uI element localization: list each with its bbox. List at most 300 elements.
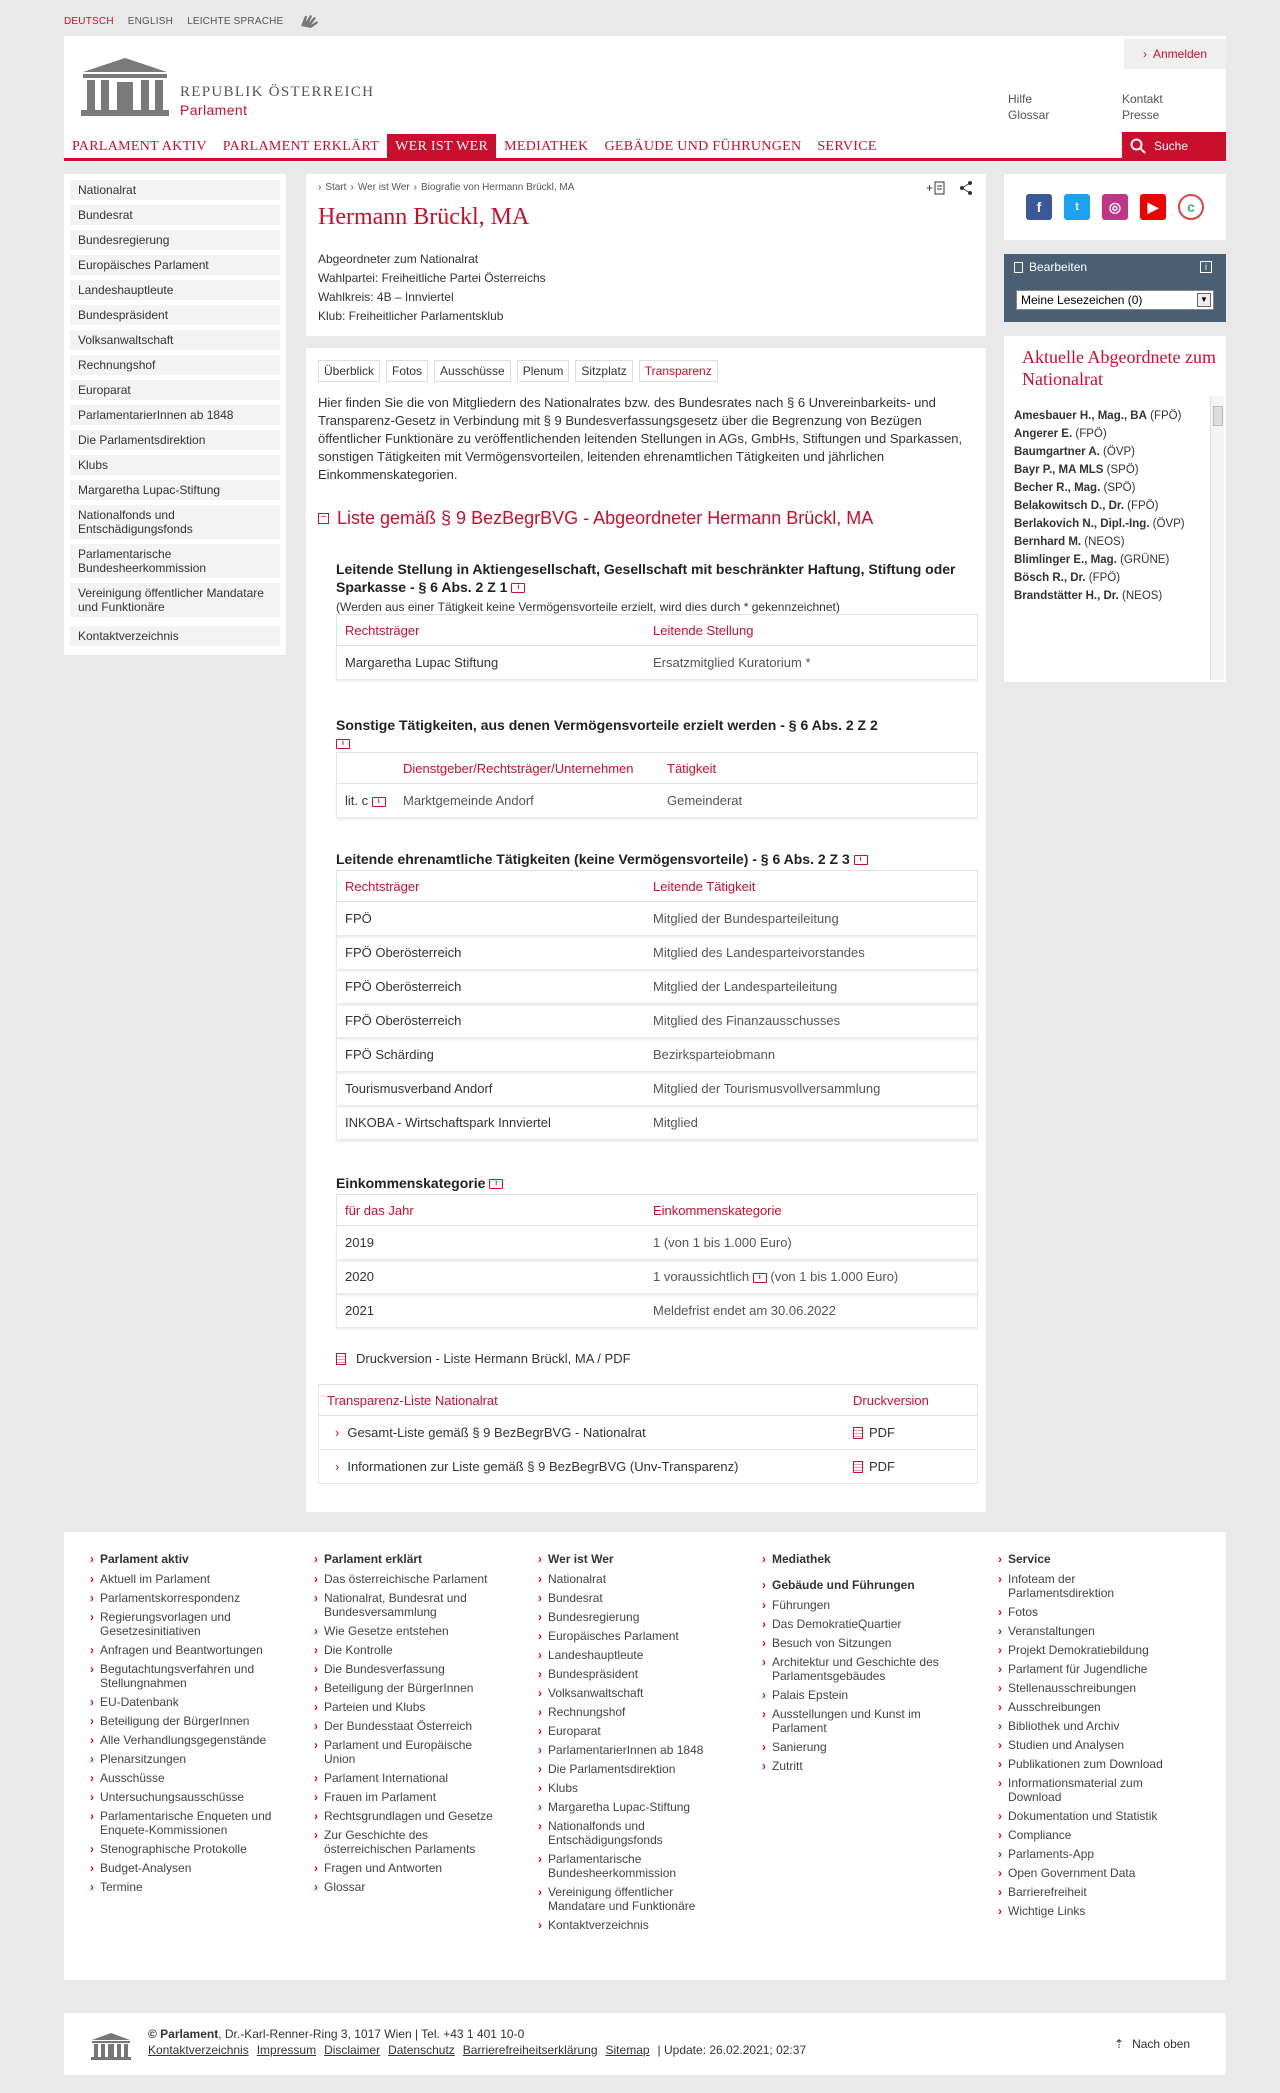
svg-text:+: +: [926, 181, 934, 195]
flickr-icon[interactable]: c: [1178, 194, 1204, 220]
language-bar: [64, 10, 323, 32]
footer-col-parlament-erklaert: [314, 1552, 494, 1899]
footer-link[interactable]: › Parteien und Klubs: [314, 1700, 494, 1714]
info-icon[interactable]: i: [1200, 261, 1212, 273]
footer-link[interactable]: › Nationalrat, Bundesrat und Bundesversammlung: [314, 1591, 494, 1619]
address-text: , Dr.-Karl-Renner-Ring 3, 1017 Wien | Tel. +43 1 401 10-0: [218, 2027, 525, 2041]
table-cell: 2020: [345, 1269, 374, 1284]
info-icon[interactable]: i: [336, 739, 350, 749]
table-header: [318, 1384, 978, 1416]
member-party: (ÖVP): [1152, 518, 1185, 530]
press-link[interactable]: Presse: [1122, 108, 1160, 122]
footer-link[interactable]: › Stellenausschreibungen: [998, 1681, 1178, 1695]
help-link[interactable]: Hilfe: [1008, 92, 1033, 106]
info-icon[interactable]: i: [489, 1179, 503, 1189]
footer-link[interactable]: › Bundesregierung: [538, 1610, 718, 1624]
nav-parlament-erklaert[interactable]: PARLAMENT ERKLÄRT: [222, 139, 380, 154]
table-row: [336, 1294, 978, 1328]
section-4-table: [336, 1194, 978, 1328]
footer-link[interactable]: › Zutritt: [762, 1759, 942, 1773]
footer-link[interactable]: › Europarat: [538, 1724, 718, 1738]
member-party: (FPÖ): [1127, 500, 1159, 512]
nav-gebaeude[interactable]: GEBÄUDE UND FÜHRUNGEN: [604, 139, 802, 154]
bio-tools: [926, 180, 974, 196]
footer-link[interactable]: › Die Bundesverfassung: [314, 1662, 494, 1676]
footer-link[interactable]: › Europäisches Parlament: [538, 1629, 718, 1643]
members-scrollbar[interactable]: [1210, 396, 1224, 680]
member-name: Bernhard M.: [1014, 536, 1082, 548]
parliament-logo-icon[interactable]: [90, 2031, 132, 2061]
pdf-label: PDF: [869, 1425, 895, 1440]
section-2-table: [336, 752, 978, 818]
footer-link[interactable]: › Infoteam der Parlamentsdirektion: [998, 1572, 1178, 1600]
footer-link[interactable]: › Architektur und Geschichte des Parlamentsgebäudes: [762, 1655, 942, 1683]
social-links: [1004, 174, 1226, 240]
footer-link[interactable]: › Plenarsitzungen: [90, 1752, 290, 1766]
member-party: (ÖVP): [1103, 446, 1135, 458]
member-party: (FPÖ): [1088, 572, 1121, 584]
login-button[interactable]: [1124, 39, 1226, 69]
section-2-title: [336, 716, 976, 752]
sidebar-item-bundesrat[interactable]: Bundesrat: [70, 205, 280, 226]
table-cell: Gemeinderat: [667, 793, 743, 808]
footer-heading[interactable]: › Parlament aktiv: [90, 1552, 290, 1566]
bio-tabs: [318, 360, 718, 382]
search-button[interactable]: [1122, 132, 1226, 160]
footer-link[interactable]: › Begutachtungsverfahren und Stellungnahmen: [90, 1662, 290, 1690]
footer-link[interactable]: › Kontaktverzeichnis: [538, 1918, 718, 1932]
section-1-table: [336, 614, 978, 680]
footer-link[interactable]: › Das österreichische Parlament: [314, 1572, 494, 1586]
footer-link[interactable]: › Alle Verhandlungsgegenstände: [90, 1733, 290, 1747]
list-item[interactable]: [1014, 428, 1210, 441]
edit-label: Bearbeiten: [1029, 260, 1088, 274]
footer-link[interactable]: › Aktuell im Parlament: [90, 1572, 290, 1586]
sidebar-item-rechnungshof[interactable]: Rechnungshof: [70, 355, 280, 376]
col-header: Transparenz-Liste Nationalrat: [327, 1392, 498, 1408]
edit-box: [1004, 254, 1226, 322]
member-name: Brandstätter H., Dr.: [1014, 590, 1119, 602]
member-name: Bösch R., Dr.: [1014, 572, 1086, 584]
table-row: [318, 1450, 978, 1484]
sidebar-item-landeshauptleute[interactable]: Landeshauptleute: [70, 280, 280, 301]
main-nav: [64, 134, 885, 158]
footer-link[interactable]: › Klubs: [538, 1781, 718, 1795]
table-cell: Mitglied der Bundesparteileitung: [653, 911, 839, 926]
footer-link-kontaktverzeichnis[interactable]: Kontaktverzeichnis: [148, 2043, 249, 2057]
tab-transparenz[interactable]: Transparenz: [639, 360, 718, 382]
footer-link[interactable]: › Sanierung: [762, 1740, 942, 1754]
pdf-label: PDF: [869, 1459, 895, 1474]
col-header: Rechtsträger: [345, 878, 420, 894]
breadcrumb-start[interactable]: Start: [325, 182, 347, 193]
table-row: [336, 902, 978, 936]
table-cell: FPÖ Schärding: [345, 1047, 434, 1062]
sidebar-item-nationalfonds[interactable]: Nationalfonds und Entschädigungsfonds: [70, 505, 280, 540]
info-icon[interactable]: i: [854, 855, 868, 865]
sidebar-item-volksanwaltschaft[interactable]: Volksanwaltschaft: [70, 330, 280, 351]
bio-district: Wahlkreis: 4B – Innviertel: [318, 290, 454, 304]
member-name: Baumgartner A.: [1014, 446, 1100, 458]
table-cell: FPÖ Oberösterreich: [345, 979, 462, 994]
footer-link[interactable]: › Untersuchungsausschüsse: [90, 1790, 290, 1804]
table-row: [336, 784, 978, 818]
footer-link[interactable]: › Fragen und Antworten: [314, 1861, 494, 1875]
footer-link[interactable]: › Studien und Analysen: [998, 1738, 1178, 1752]
twitter-icon[interactable]: t: [1064, 194, 1090, 220]
footer-link[interactable]: › Open Government Data: [998, 1866, 1178, 1880]
member-name: Amesbauer H., Mag., BA: [1014, 410, 1147, 422]
footer-link[interactable]: › Informationsmaterial zum Download: [998, 1776, 1178, 1804]
footer-link-sitemap[interactable]: Sitemap: [605, 2043, 650, 2057]
footer-link[interactable]: › Nationalrat: [538, 1572, 718, 1586]
table-cell: Marktgemeinde Andorf: [403, 793, 534, 808]
breadcrumb: › Start › Wer ist Wer › Biografie von Hermann Brückl, MA: [318, 182, 575, 193]
lang-easy-link[interactable]: LEICHTE SPRACHE: [187, 15, 284, 27]
footer-link[interactable]: › Bundesrat: [538, 1591, 718, 1605]
nav-mediathek[interactable]: MEDIATHEK: [504, 139, 589, 154]
tab-plenum[interactable]: Plenum: [517, 360, 570, 382]
footer-link-impressum[interactable]: Impressum: [256, 2043, 317, 2057]
table-cell: 2019: [345, 1235, 374, 1250]
section-1-note: (Werden aus einer Tätigkeit keine Vermögensvorteile erzielt, wird dies durch * gekennzeichnet): [336, 600, 840, 614]
col-header: Druckversion: [853, 1392, 929, 1408]
parliament-logo-icon[interactable]: [79, 54, 171, 118]
breadcrumb-wer-ist-wer[interactable]: Wer ist Wer: [357, 182, 410, 193]
list-item[interactable]: [1014, 446, 1210, 459]
table-cell: [653, 1269, 977, 1284]
footer-link[interactable]: › Landeshauptleute: [538, 1648, 718, 1662]
member-name: Blimlinger E., Mag.: [1014, 554, 1117, 566]
footer-col-wer-ist-wer: [538, 1552, 718, 1937]
sidebar-item-lupac-stiftung[interactable]: Margaretha Lupac-Stiftung: [70, 480, 280, 501]
sidebar-item-bundesheerkommission[interactable]: Parlamentarische Bundesheerkommission: [70, 544, 280, 579]
table-cell: Mitglied des Finanzausschusses: [653, 1013, 841, 1028]
footer-link[interactable]: › Fotos: [998, 1605, 1178, 1619]
member-name: Belakowitsch D., Dr.: [1014, 500, 1124, 512]
footer-link[interactable]: › Parlament International: [314, 1771, 494, 1785]
table-header: [336, 1194, 978, 1226]
list-item[interactable]: [1014, 590, 1210, 603]
members-title: Aktuelle Abgeordnete zum Nationalrat: [1022, 347, 1216, 389]
edit-title[interactable]: [1014, 260, 1087, 274]
footer-link[interactable]: › Wichtige Links: [998, 1904, 1178, 1918]
footer-link[interactable]: › Ausschüsse: [90, 1771, 290, 1785]
gesamt-liste-link[interactable]: › Gesamt-Liste gemäß § 9 BezBegrBVG - Nationalrat: [335, 1425, 646, 1440]
footer-link[interactable]: › Frauen im Parlament: [314, 1790, 494, 1804]
col-header: für das Jahr: [345, 1202, 414, 1218]
bookmark-icon: [1014, 262, 1023, 273]
footer-link[interactable]: › Publikationen zum Download: [998, 1757, 1178, 1771]
pdf-icon: [336, 1353, 346, 1365]
footer-col-mediathek: [762, 1552, 942, 1778]
range-label: (von 1 bis 1.000 Euro): [770, 1269, 899, 1284]
footer-link[interactable]: › Anfragen und Beantwortungen: [90, 1643, 290, 1657]
chevron-down-icon: ▼: [1197, 293, 1211, 307]
footer-link[interactable]: › Glossar: [314, 1880, 494, 1894]
member-party: (GRÜNE): [1120, 554, 1170, 566]
table-cell: FPÖ Oberösterreich: [345, 945, 462, 960]
contact-link[interactable]: Kontakt: [1122, 92, 1163, 106]
footer-link[interactable]: › Palais Epstein: [762, 1688, 942, 1702]
scrollbar-thumb[interactable]: [1213, 406, 1223, 426]
footer-link-datenschutz[interactable]: Datenschutz: [388, 2043, 455, 2057]
footer-link[interactable]: › Ausstellungen und Kunst im Parlament: [762, 1707, 942, 1735]
footer-link[interactable]: › Nationalfonds und Entschädigungsfonds: [538, 1819, 718, 1847]
section-3-title-text: Leitende ehrenamtliche Tätigkeiten (keine Vermögensvorteile) - § 6 Abs. 2 Z 3: [336, 851, 850, 867]
footer-heading[interactable]: › Service: [998, 1552, 1178, 1566]
list-item[interactable]: [1014, 500, 1210, 513]
login-label: Anmelden: [1152, 47, 1208, 61]
site-footer: [64, 1532, 1226, 1980]
footer-link[interactable]: › Bibliothek und Archiv: [998, 1719, 1178, 1733]
footer-link[interactable]: › Parlamentarische Bundesheerkommission: [538, 1852, 718, 1880]
list-item[interactable]: [1014, 572, 1210, 585]
lang-de-link[interactable]: DEUTSCH: [64, 15, 114, 27]
list-title: Liste gemäß § 9 BezBegrBVG - Abgeordneter Hermann Brückl, MA: [337, 508, 874, 528]
table-row: [336, 970, 978, 1004]
sidebar-item-klubs[interactable]: Klubs: [70, 455, 280, 476]
bio-card: [306, 174, 986, 336]
list-item[interactable]: [1014, 536, 1210, 549]
footer-link[interactable]: › Führungen: [762, 1598, 942, 1612]
footer-link[interactable]: › Parlament für Jugendliche: [998, 1662, 1178, 1676]
facebook-icon[interactable]: f: [1026, 194, 1052, 220]
bottom-bar: [64, 2013, 1226, 2075]
list-item[interactable]: [1014, 482, 1210, 495]
info-liste-link[interactable]: › Informationen zur Liste gemäß § 9 BezBegrBVG (Unv-Transparenz): [335, 1459, 739, 1474]
chevron-right-icon: ›: [1142, 47, 1147, 61]
table-header: [336, 614, 978, 646]
list-item[interactable]: [1014, 554, 1210, 567]
table-header: [336, 870, 978, 902]
footer-legal-links: [148, 2043, 806, 2057]
table-cell: FPÖ: [345, 911, 372, 926]
table-cell: Mitglied des Landesparteivorstandes: [653, 945, 865, 960]
nav-service[interactable]: SERVICE: [817, 139, 877, 154]
footer-heading[interactable]: › Wer ist Wer: [538, 1552, 718, 1566]
transparency-content: [306, 348, 986, 1512]
members-list: [1014, 410, 1210, 608]
list-item[interactable]: [1014, 518, 1210, 531]
table-cell: Mitglied: [653, 1115, 698, 1130]
bookmarks-select[interactable]: [1016, 290, 1214, 310]
sidebar-item-vereinigung[interactable]: Vereinigung öffentlicher Mandatare und Funktionäre: [70, 583, 280, 618]
member-name: Berlakovich N., Dipl.-Ing.: [1014, 518, 1150, 530]
member-party: (FPÖ): [1075, 428, 1107, 440]
table-cell: INKOBA - Wirtschaftspark Innviertel: [345, 1115, 551, 1130]
sidebar: [64, 174, 286, 655]
pdf-icon: [853, 1461, 863, 1473]
footer-link[interactable]: › Stenographische Protokolle: [90, 1842, 290, 1856]
share-icon[interactable]: [958, 180, 974, 196]
footer-link[interactable]: › Wie Gesetze entstehen: [314, 1624, 494, 1638]
arrow-up-icon: ⇡: [1114, 2037, 1125, 2051]
transparency-list-table: [318, 1384, 978, 1484]
footer-link[interactable]: › Projekt Demokratiebildung: [998, 1643, 1178, 1657]
sidebar-item-europaeisches-parlament[interactable]: Europäisches Parlament: [70, 255, 280, 276]
page-title: Hermann Brückl, MA: [318, 204, 530, 230]
footer-link[interactable]: › Die Kontrolle: [314, 1643, 494, 1657]
back-to-top-link[interactable]: [1114, 2037, 1190, 2051]
sidebar-item-kontaktverzeichnis[interactable]: Kontaktverzeichnis: [70, 626, 280, 647]
list-item[interactable]: [1014, 410, 1210, 423]
intro-text: Hier finden Sie die von Mitgliedern des Nationalrates bzw. des Bundesrates nach § 6 Unvereinbarkeits- und Transparenz-Gesetz in Verbindung mit § 9 Bundesverfassungsgesetz über die Begrenzung von Bezügen öffentlicher Funktionäre zu veröffentlichenden leitenden Stellungen in AGs, GmbHs, Stiftungen und Sparkassen, sonstigen Tätigkeiten mit Vermögensvorteilen, leitenden ehrenamtlichen Tätigkeiten und jährlichen Einkommenskategorien.: [318, 395, 963, 482]
footer-heading[interactable]: › Mediathek: [762, 1552, 942, 1566]
list-heading[interactable]: [318, 508, 873, 529]
member-party: (FPÖ): [1150, 410, 1182, 422]
table-header: [336, 752, 978, 784]
sidebar-item-europarat[interactable]: Europarat: [70, 380, 280, 401]
bio-role: Abgeordneter zum Nationalrat: [318, 252, 479, 266]
section-3-table: [336, 870, 978, 1140]
footer-link[interactable]: › Beteiligung der BürgerInnen: [314, 1681, 494, 1695]
footer-link[interactable]: › Parlaments-App: [998, 1847, 1178, 1861]
sign-language-icon[interactable]: [297, 12, 323, 30]
site-header: [64, 36, 1226, 162]
footer-link[interactable]: › Besuch von Sitzungen: [762, 1636, 942, 1650]
sidebar-item-parlamentarierinnen[interactable]: ParlamentarierInnen ab 1848: [70, 405, 280, 426]
update-text: | Update: 26.02.2021; 02:37: [657, 2043, 807, 2057]
glossary-link[interactable]: Glossar: [1008, 108, 1050, 122]
org-name: © Parlament: [148, 2027, 219, 2041]
footer-link[interactable]: › Die Parlamentsdirektion: [538, 1762, 718, 1776]
col-header: Einkommenskategorie: [653, 1202, 782, 1218]
footer-link-disclaimer[interactable]: Disclaimer: [324, 2043, 381, 2057]
tab-ueberblick[interactable]: Überblick: [318, 360, 380, 382]
table-row: [336, 1072, 978, 1106]
member-name: Angerer E.: [1014, 428, 1073, 440]
table-cell: Margaretha Lupac Stiftung: [345, 655, 499, 670]
table-cell: 1 (von 1 bis 1.000 Euro): [653, 1235, 792, 1250]
footer-link[interactable]: › Volksanwaltschaft: [538, 1686, 718, 1700]
logo-subtitle: Parlament: [180, 102, 248, 118]
footer-link[interactable]: › Compliance: [998, 1828, 1178, 1842]
footer-address: [148, 2027, 524, 2041]
pdf-link[interactable]: [853, 1459, 895, 1474]
footer-link[interactable]: › ParlamentarierInnen ab 1848: [538, 1743, 718, 1757]
add-bookmark-icon[interactable]: [926, 180, 946, 196]
footer-link[interactable]: › Rechtsgrundlagen und Gesetze: [314, 1809, 494, 1823]
breadcrumb-current: Biografie von Hermann Brückl, MA: [421, 182, 575, 193]
nav-divider: [64, 158, 1226, 161]
list-item[interactable]: [1014, 464, 1210, 477]
section-2-title-text: Sonstige Tätigkeiten, aus denen Vermögensvorteile erzielt werden - § 6 Abs. 2 Z 2: [336, 717, 878, 733]
footer-link[interactable]: › Dokumentation und Statistik: [998, 1809, 1178, 1823]
table-row: [336, 646, 978, 680]
section-1-title: [336, 560, 976, 596]
print-version-link[interactable]: [336, 1351, 631, 1366]
col-header: Leitende Tätigkeit: [653, 878, 756, 894]
footer-link[interactable]: › Vereinigung öffentlicher Mandatare und Funktionäre: [538, 1885, 718, 1913]
member-name: Becher R., Mag.: [1014, 482, 1101, 494]
footer-link[interactable]: › Der Bundesstaat Österreich: [314, 1719, 494, 1733]
col-header: Dienstgeber/Rechtsträger/Unternehmen: [403, 760, 634, 776]
bio-party: Wahlpartei: Freiheitliche Partei Österreichs: [318, 271, 546, 285]
bio-club: Klub: Freiheitlicher Parlamentsklub: [318, 309, 504, 323]
footer-link[interactable]: › Rechnungshof: [538, 1705, 718, 1719]
lit-label: lit. c: [345, 793, 369, 808]
print-version-label: Druckversion - Liste Hermann Brückl, MA / PDF: [356, 1351, 631, 1366]
sidebar-item-bundesregierung[interactable]: Bundesregierung: [70, 230, 280, 251]
footer-heading[interactable]: › Parlament erklärt: [314, 1552, 494, 1566]
pdf-link[interactable]: [853, 1425, 895, 1440]
table-cell: 2021: [345, 1303, 374, 1318]
logo-title: REPUBLIK ÖSTERREICH: [180, 84, 375, 100]
table-row: [336, 1004, 978, 1038]
member-party: (SPÖ): [1103, 482, 1136, 494]
sidebar-item-nationalrat[interactable]: Nationalrat: [70, 180, 280, 201]
link-label: Informationen zur Liste gemäß § 9 BezBegrBVG (Unv-Transparenz): [347, 1459, 739, 1474]
footer-link[interactable]: › Termine: [90, 1880, 290, 1894]
footer-link[interactable]: › Barrierefreiheit: [998, 1885, 1178, 1899]
footer-link[interactable]: › Beteiligung der BürgerInnen: [90, 1714, 290, 1728]
instagram-icon[interactable]: ◎: [1102, 194, 1128, 220]
back-to-top-label: Nach oben: [1132, 2037, 1191, 2051]
section-4-title-text: Einkommenskategorie: [336, 1175, 486, 1191]
table-row: [336, 936, 978, 970]
table-cell: FPÖ Oberösterreich: [345, 1013, 462, 1028]
tab-sitzplatz[interactable]: Sitzplatz: [575, 360, 632, 382]
footer-link[interactable]: › Bundespräsident: [538, 1667, 718, 1681]
footer-link-barrierefreiheit[interactable]: Barrierefreiheitserklärung: [462, 2043, 598, 2057]
youtube-icon[interactable]: ▶: [1140, 194, 1166, 220]
estimate-label: 1 voraussichtlich: [653, 1269, 750, 1284]
footer-link[interactable]: › Margaretha Lupac-Stiftung: [538, 1800, 718, 1814]
footer-link[interactable]: › Budget-Analysen: [90, 1861, 290, 1875]
section-4-title: [336, 1174, 976, 1192]
footer-link[interactable]: › Veranstaltungen: [998, 1624, 1178, 1638]
link-label: Gesamt-Liste gemäß § 9 BezBegrBVG - Nationalrat: [347, 1425, 646, 1440]
member-name: Bayr P., MA MLS: [1014, 464, 1104, 476]
info-icon[interactable]: i: [753, 1273, 767, 1283]
footer-link[interactable]: › Parlamentskorrespondenz: [90, 1591, 290, 1605]
footer-link[interactable]: › Zur Geschichte des österreichischen Parlaments: [314, 1828, 494, 1856]
section-1-title-text: Leitende Stellung in Aktiengesellschaft, Gesellschaft mit beschränkter Haftung, Stiftung oder Sparkasse - § 6 Abs. 2 Z 1: [336, 561, 956, 595]
lang-en-link[interactable]: ENGLISH: [127, 15, 174, 27]
table-row: [336, 1226, 978, 1260]
table-row: [336, 1038, 978, 1072]
info-icon[interactable]: i: [511, 583, 525, 593]
member-party: (NEOS): [1122, 590, 1163, 602]
section-3-title: [336, 850, 976, 868]
member-party: (SPÖ): [1106, 464, 1139, 476]
pdf-icon: [853, 1427, 863, 1439]
info-icon[interactable]: i: [372, 797, 386, 807]
footer-heading[interactable]: › Gebäude und Führungen: [762, 1578, 942, 1592]
tab-fotos[interactable]: Fotos: [386, 360, 428, 382]
sidebar-item-bundespraesident[interactable]: Bundespräsident: [70, 305, 280, 326]
col-header: Tätigkeit: [667, 760, 717, 776]
footer-link[interactable]: › Das DemokratieQuartier: [762, 1617, 942, 1631]
nav-parlament-aktiv[interactable]: PARLAMENT AKTIV: [72, 139, 207, 154]
table-row: [336, 1260, 978, 1294]
collapse-icon[interactable]: −: [318, 513, 329, 524]
nav-wer-ist-wer[interactable]: WER IST WER: [387, 134, 496, 160]
search-label: Suche: [1154, 139, 1189, 153]
members-panel: [1004, 336, 1226, 682]
table-cell: Mitglied der Landesparteileitung: [653, 979, 838, 994]
footer-link[interactable]: › Parlament und Europäische Union: [314, 1738, 494, 1766]
footer-link[interactable]: › Ausschreibungen: [998, 1700, 1178, 1714]
table-cell: Mitglied der Tourismusvollversammlung: [653, 1081, 881, 1096]
footer-link[interactable]: › EU-Datenbank: [90, 1695, 290, 1709]
footer-link[interactable]: › Regierungsvorlagen und Gesetzesinitiativen: [90, 1610, 290, 1638]
table-row: [336, 1106, 978, 1140]
footer-link[interactable]: › Parlamentarische Enqueten und Enquete-Kommissionen: [90, 1809, 290, 1837]
tab-ausschuesse[interactable]: Ausschüsse: [434, 360, 511, 382]
sidebar-item-parlamentsdirektion[interactable]: Die Parlamentsdirektion: [70, 430, 280, 451]
